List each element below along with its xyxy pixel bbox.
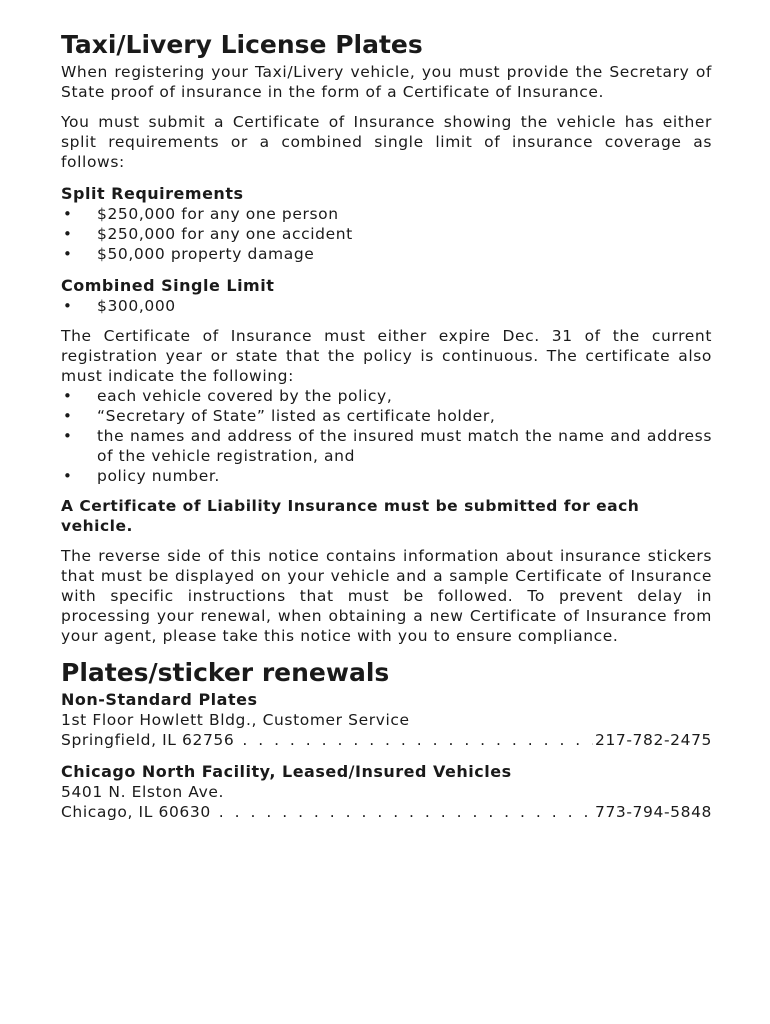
list-item: • $50,000 property damage bbox=[63, 245, 315, 263]
list-item: • the names and address of the insured must match the name and address of the vehicle registration, and bbox=[63, 427, 712, 465]
requirement-paragraph: You must submit a Certificate of Insurance showing the vehicle has either split requirements or a combined single limit of insurance coverage as follows: bbox=[61, 113, 712, 171]
nonstandard-city: Springfield, IL 62756 bbox=[61, 731, 235, 749]
bullet-icon: • bbox=[63, 245, 73, 263]
chicago-phone: 773-794-5848 bbox=[594, 803, 712, 821]
list-item: • “Secretary of State” listed as certificate holder, bbox=[63, 407, 496, 425]
list-item: • $250,000 for any one accident bbox=[63, 225, 353, 243]
list-item: • policy number. bbox=[63, 467, 220, 485]
bullet-icon: • bbox=[63, 427, 73, 445]
chicago-city: Chicago, IL 60630 bbox=[61, 803, 211, 821]
nonstandard-heading: Non-Standard Plates bbox=[61, 690, 258, 709]
renewals-title: Plates/sticker renewals bbox=[61, 658, 390, 687]
indicate-list bbox=[61, 386, 712, 486]
list-item: • each vehicle covered by the policy, bbox=[63, 387, 393, 405]
bullet-icon: • bbox=[63, 225, 73, 243]
liability-note: A Certificate of Liability Insurance must be submitted for each vehicle. bbox=[61, 497, 640, 535]
nonstandard-phone-row bbox=[61, 730, 712, 750]
bullet-icon: • bbox=[63, 407, 73, 425]
reverse-paragraph: The reverse side of this notice contains information about insurance stickers that must be displayed on your vehicle and a sample Certificate of Insurance with specific instructions that must be followed. To prevent delay in processing your renewal, when obtaining a new Certificate of Insurance from your agent, please take this notice with you to ensure compliance. bbox=[61, 547, 712, 645]
combined-heading: Combined Single Limit bbox=[61, 276, 275, 295]
page-title: Taxi/Livery License Plates bbox=[61, 30, 423, 59]
bullet-icon: • bbox=[63, 297, 73, 315]
chicago-phone-row bbox=[61, 802, 712, 822]
nonstandard-phone: 217-782-2475 bbox=[594, 731, 712, 749]
expire-paragraph: The Certificate of Insurance must either expire Dec. 31 of the current registration year or state that the policy is continuous. The certificate also must indicate the following: bbox=[61, 327, 712, 385]
split-heading: Split Requirements bbox=[61, 184, 244, 203]
dot-leader bbox=[219, 802, 593, 822]
intro-paragraph: When registering your Taxi/Livery vehicle, you must provide the Secretary of State proof of insurance in the form of a Certificate of Insurance. bbox=[61, 63, 712, 101]
chicago-address: 5401 N. Elston Ave. bbox=[61, 783, 225, 801]
combined-list bbox=[61, 296, 712, 316]
split-list bbox=[61, 204, 712, 264]
dot-leader bbox=[242, 730, 593, 750]
list-item: • $300,000 bbox=[63, 297, 176, 315]
bullet-icon: • bbox=[63, 467, 73, 485]
chicago-heading: Chicago North Facility, Leased/Insured Vehicles bbox=[61, 762, 512, 781]
list-item: • $250,000 for any one person bbox=[63, 205, 339, 223]
nonstandard-address: 1st Floor Howlett Bldg., Customer Service bbox=[61, 711, 410, 729]
bullet-icon: • bbox=[63, 387, 73, 405]
bullet-icon: • bbox=[63, 205, 73, 223]
